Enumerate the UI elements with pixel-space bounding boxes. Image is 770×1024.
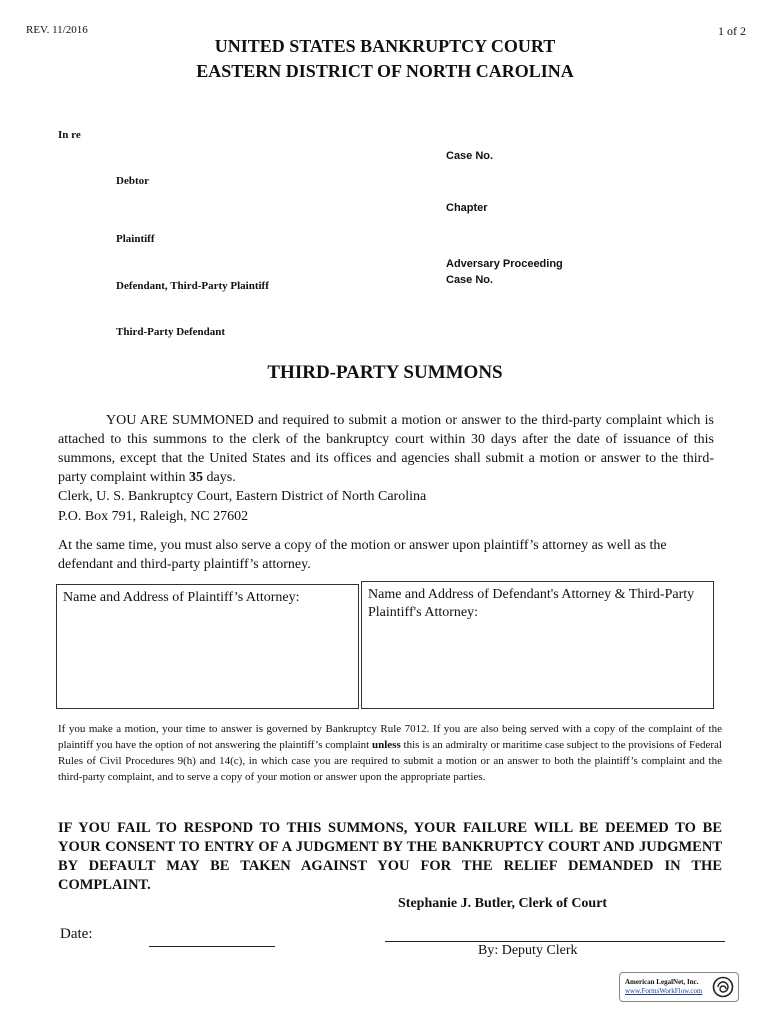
court-name: UNITED STATES BANKRUPTCY COURT bbox=[214, 36, 556, 56]
revision-label: REV. 11/2016 bbox=[26, 24, 88, 36]
in-re-label: In re bbox=[58, 129, 81, 141]
defendant-attorney-label: Name and Address of Defendant's Attorney & Third-Party Plaintiff's Attorney: bbox=[368, 587, 695, 620]
plaintiff-attorney-label: Name and Address of Plaintiff’s Attorney: bbox=[63, 590, 300, 605]
logo-url[interactable]: www.FormsWorkFlow.com bbox=[625, 987, 703, 995]
motion-notice bbox=[58, 721, 722, 785]
adversary-case-no-label: Case No. bbox=[446, 274, 494, 286]
notice-text: If you make a motion, your time to answer is governed by Bankruptcy Rule 7012. If you are also being served with a copy of the complaint of the plaintiff you have the option of not answering the plaintiff’s complaint bbox=[58, 723, 722, 751]
case-no-label: Case No. bbox=[446, 150, 494, 162]
date-label: Date: bbox=[60, 926, 93, 942]
serve-paragraph: At the same time, you must also serve a copy of the motion or answer upon plaintiff’s attorney as well as the defendant and third-party plaintiff’s attorney. bbox=[58, 538, 667, 572]
defendant-label: Defendant, Third-Party Plaintiff bbox=[116, 280, 269, 292]
plaintiff-attorney-box[interactable] bbox=[56, 584, 359, 709]
days-number: 35 bbox=[189, 470, 204, 485]
clerk-address-line: Clerk, U. S. Bankruptcy Court, Eastern District of North Carolina bbox=[58, 489, 427, 504]
signature-line[interactable] bbox=[385, 941, 725, 942]
chapter-label: Chapter bbox=[446, 202, 488, 214]
summons-text: YOU ARE SUMMONED and required to submit a motion or answer to the third-party complaint which is attached to this summons to the clerk of the bankruptcy court within 30 days after the date of issuance of this summons, except that the United States and its offices and agencies shall submit a motion or answer to the third-party complaint within bbox=[58, 413, 714, 485]
third-party-defendant-label: Third-Party Defendant bbox=[116, 326, 226, 338]
summons-text-end: days. bbox=[203, 470, 236, 485]
document-title: THIRD-PARTY SUMMONS bbox=[267, 362, 503, 383]
clerk-name: Stephanie J. Butler, Clerk of Court bbox=[398, 896, 608, 911]
court-district: EASTERN DISTRICT OF NORTH CAROLINA bbox=[196, 61, 574, 81]
summons-paragraph bbox=[58, 411, 714, 487]
logo-company: American LegalNet, Inc. bbox=[625, 978, 699, 986]
notice-unless: unless bbox=[372, 739, 401, 751]
plaintiff-label: Plaintiff bbox=[116, 233, 155, 245]
deputy-clerk-label: By: Deputy Clerk bbox=[478, 943, 578, 958]
american-legalnet-logo bbox=[619, 972, 739, 1002]
adversary-proceeding-label: Adversary Proceeding bbox=[446, 258, 563, 270]
debtor-label: Debtor bbox=[116, 175, 149, 187]
defendant-attorney-box[interactable] bbox=[361, 581, 714, 709]
po-box-line: P.O. Box 791, Raleigh, NC 27602 bbox=[58, 509, 249, 524]
notice-text-end: this is an admiralty or maritime case subject to the provisions of Federal Rules of Civil Procedures 9(h) and 14(c), in which case you are required to submit a motion or an answer to both the plaintiff’s complaint and the third-party complaint, and to serve a copy of your motion or answer upon the appropriate parties. bbox=[58, 739, 722, 783]
date-line[interactable] bbox=[149, 946, 275, 947]
swirl-icon bbox=[712, 976, 734, 998]
page-number: 1 of 2 bbox=[718, 24, 746, 38]
default-warning: IF YOU FAIL TO RESPOND TO THIS SUMMONS, YOUR FAILURE WILL BE DEEMED TO BE YOUR CONSENT TO ENTRY OF A JUDGMENT BY THE BANKRUPTCY COURT AND JUDGMENT BY DEFAULT MAY BE TAKEN AGAINST YOU FOR THE RELIEF DEMANDED IN THE COMPLAINT. bbox=[58, 820, 722, 893]
